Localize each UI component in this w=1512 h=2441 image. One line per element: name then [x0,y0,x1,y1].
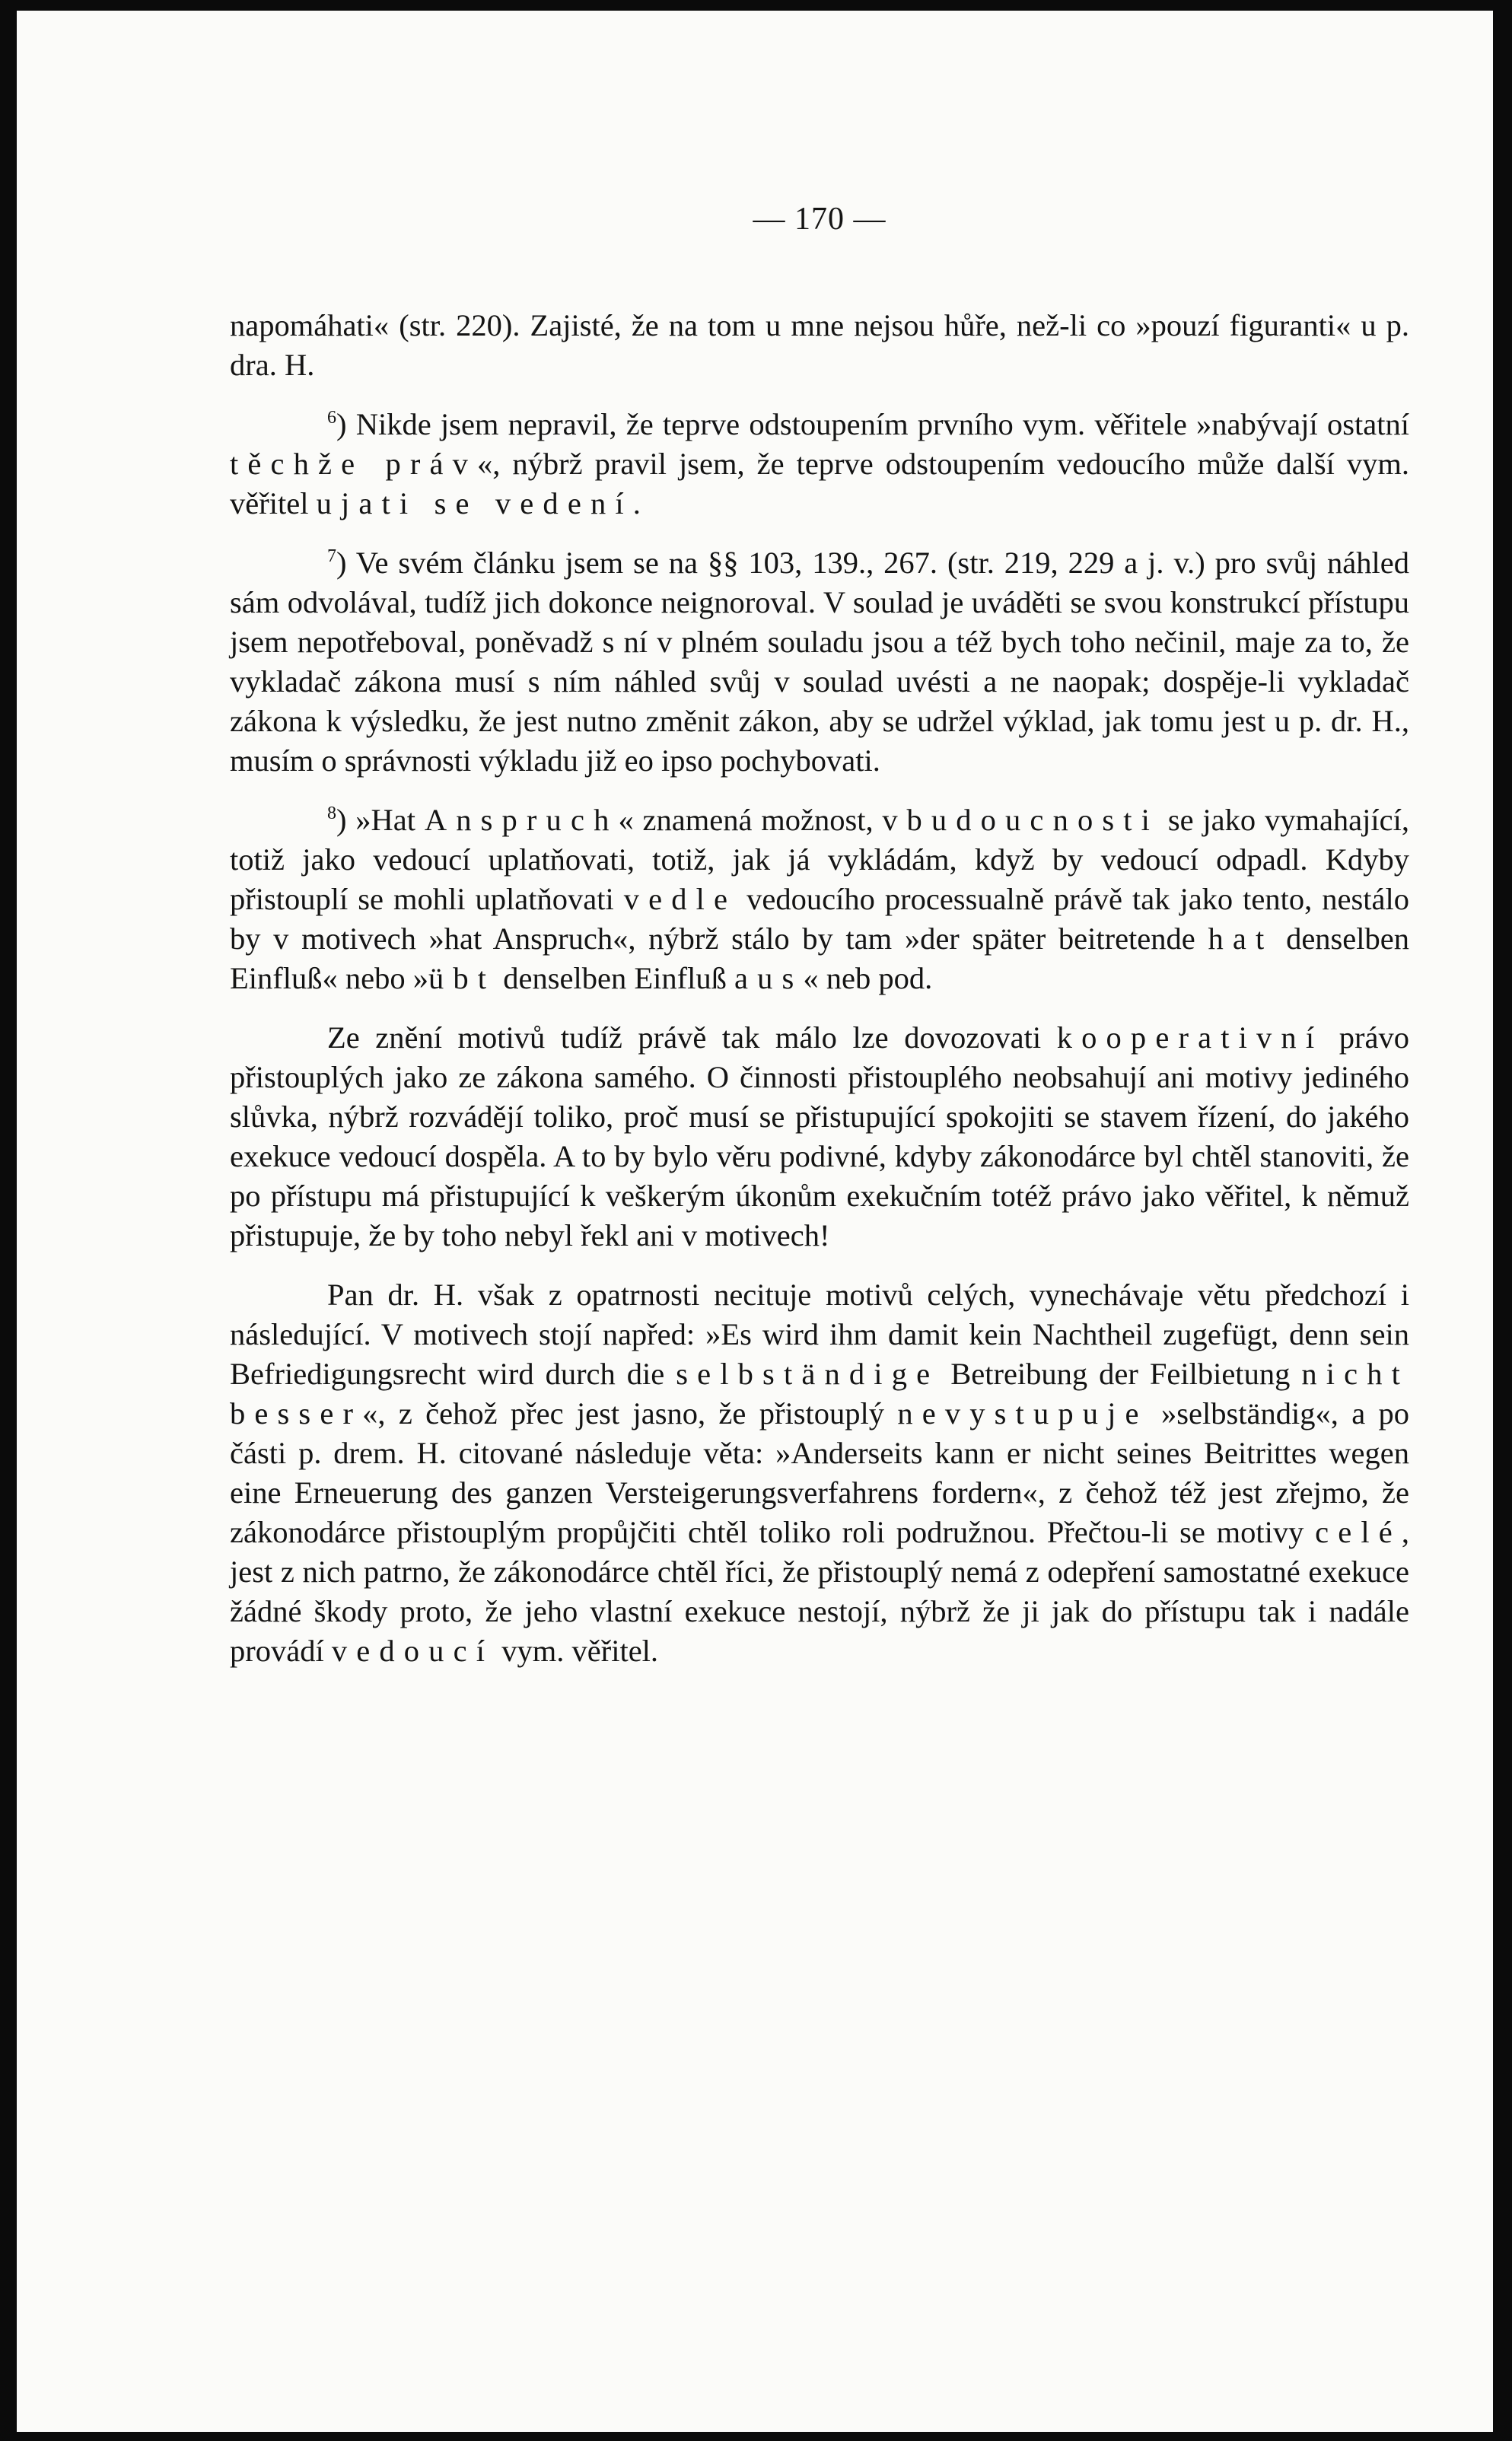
footnote-text: «, nýbrž pravil jsem, že teprve odstoupením vedoucího může další vym. věřitel [230,447,1409,520]
paragraph-text: právo přistouplých jako ze zákona samého. O činnosti přistouplého neobsahují ani motivy jediného slůvka, nýbrž rozvádějí toliko, proč musí se přistupující spokojiti se stavem řízení, do jakého exekuce vedoucí dospěla. A to by bylo věru podivné, kdyby zákonodárce byl chtěl stanoviti, že po přístupu má přistupující k veškerým úkonům exekučním totéž právo jako věřitel, k němuž přistupuje, že by toho nebyl řekl ani v motivech! [230,1020,1410,1252]
page-content [230,306,1409,1671]
footnote-text: ) Nikde jsem nepravil, že teprve odstoupením prvního vym. věřitele »nabývají ostatní [336,407,1409,441]
footnote-text: « neb pod. [803,961,933,995]
spaced-emphasis: ujati se vedení [316,486,633,520]
footnote-6 [230,405,1409,524]
footnote-7 [230,543,1409,781]
footnote-text: vedoucího processualně právě tak jako tento, nestálo by v motivech »hat Anspruch«, nýbrž stálo by tam »der später beitretende [230,882,1409,956]
footnote-text: denselben Einfluß« nebo » [230,921,1410,995]
footnote-marker: 6 [327,408,336,428]
spaced-emphasis: vedoucí [331,1634,495,1668]
scanned-page [17,11,1493,2432]
spaced-emphasis: aus [734,961,804,995]
spaced-emphasis: nicht besser [230,1357,1410,1431]
paragraph-text: »selbständig«, a po části p. drem. H. citované následuje věta: »Anderseits kann er nicht seines Beitrittes wegen eine Erneuerung des ganzen Versteigerungsverfahrens fordern«, z čehož též jest zřejmo, že zákonodárce přistouplým propůjčiti chtěl toliko roli podružnou. Přečtou-li se motivy [230,1396,1410,1549]
paragraph-continuation [230,306,1409,385]
footnote-text: . [632,486,641,520]
spaced-emphasis: selbständige [676,1357,940,1391]
footnote-marker: 8 [327,804,336,823]
spaced-emphasis: nevystupuje [897,1396,1148,1431]
paragraph [230,1275,1409,1671]
page-number: — 170 — [753,202,887,237]
spaced-emphasis: těchže práv [230,447,478,481]
paragraph-text: Betreibung der Feilbietung [950,1357,1291,1391]
spaced-emphasis: budoucnosti [906,803,1160,837]
spaced-emphasis: übt [428,961,496,995]
footnote-text: se jako vymahající, totiž jako vedoucí uplatňovati, totiž, jak já vykládám, když by vedoucí odpadl. Kdyby přistouplí se mohli uplatňovati [230,803,1410,916]
footnote-text: ) Ve svém článku jsem se na §§ 103, 139., 267. (str. 219, 229 a j. v.) pro svůj náhled sám odvolával, tudíž jich dokonce neignoroval. V soulad je uváděti se svou konstrukcí přístupu jsem nepotřeboval, poněvadž s ní v plném souladu jsou a též bych toho nečinil, maje za to, že vykladač zákona musí s ním náhled svůj v soulad uvésti a ne naopak; dospěje-li vykladač zákona k výsledku, že jest nutno změnit zákon, aby se udržel výklad, jak tomu jest u p. dr. H., musím o správnosti výkladu již eo ipso pochybovati. [230,546,1409,778]
paragraph-text: Pan dr. H. však z opatrnosti necituje motivů celých, vynechávaje větu předchozí i následující. V motivech stojí napřed: »Es wird ihm damit kein Nachtheil zugefügt, denn sein Befriedigungsrecht wird durch die [230,1278,1409,1391]
paragraph-text: Ze znění motivů tudíž právě tak málo lze dovozovati [327,1020,1042,1055]
paragraph-text: napomáhati« (str. 220). Zajisté, že na tom u mne nejsou hůře, než-li co »pouzí figuranti« u p. dra. H. [230,308,1409,382]
footnote-text: denselben Einfluß [503,961,727,995]
paragraph [230,1018,1409,1256]
footnote-marker: 7 [327,546,336,566]
spaced-emphasis: Anspruch [424,803,619,837]
paragraph-text: «, z čehož přec jest jasno, že přistouplý [362,1396,884,1431]
paragraph-text: , jest z nich patrno, že zákonodárce chtěl říci, že přistouplý nemá z odepření samostatné exekuce žádné škody proto, že jeho vlastní exekuce nestojí, nýbrž že ji jak do přístupu tak i nadále provádí [230,1515,1410,1668]
spaced-emphasis: kooperativní [1056,1020,1324,1055]
footnote-text: « znamená možnost, v [618,803,898,837]
footnote-text: ) »Hat [336,803,416,837]
footnote-8 [230,800,1409,998]
spaced-emphasis: hat [1208,921,1274,956]
spaced-emphasis: celé [1315,1515,1402,1549]
paragraph-text: vym. věřitel. [501,1634,659,1668]
spaced-emphasis: vedle [623,882,737,916]
